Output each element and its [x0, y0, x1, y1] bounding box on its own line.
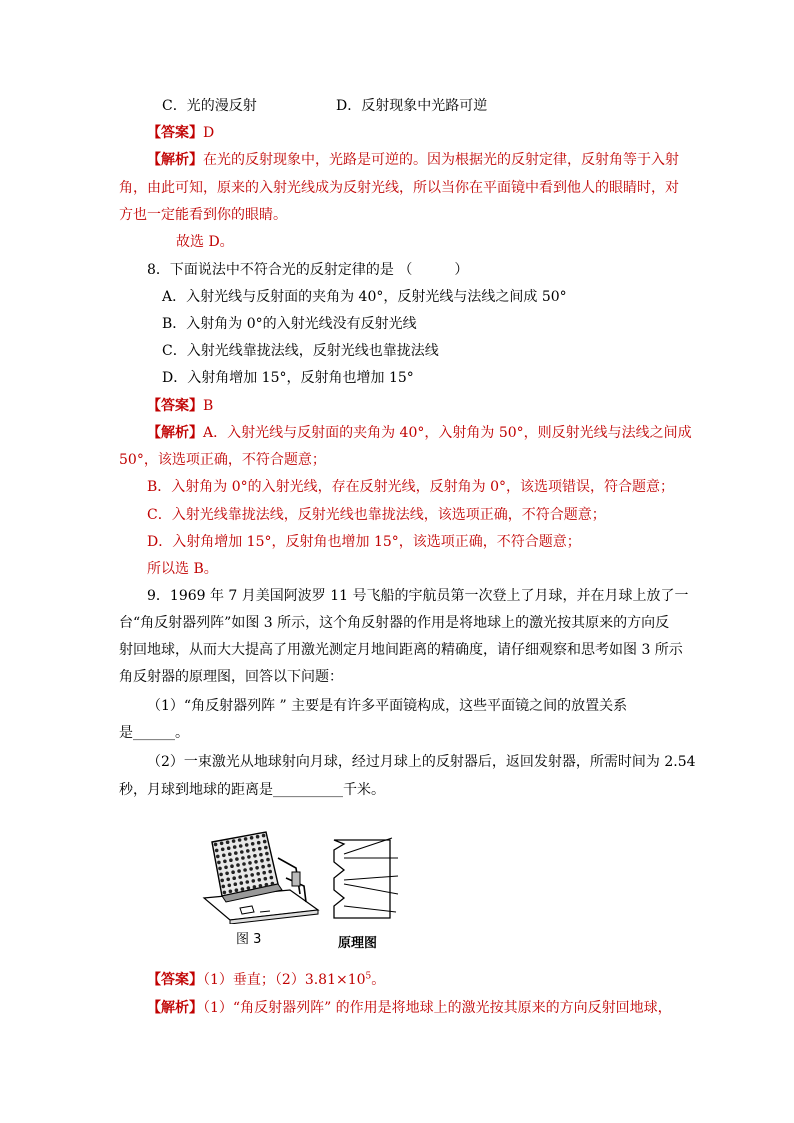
analysis-tag: 【解析】 — [147, 425, 203, 441]
q8-answer-line — [147, 396, 213, 416]
answer-tag: 【答案】 — [147, 398, 203, 414]
analysis-text: A．入射光线与反射面的夹角为 40°，入射角为 50°，则反射光线与法线之间成 — [203, 425, 692, 441]
option-d: D．反射现象中光路可逆 — [336, 98, 488, 114]
q8-analysis-line-1 — [147, 423, 692, 443]
analysis-tag: 【解析】 — [147, 152, 203, 168]
analysis-line-2: 角，由此可知，原来的入射光线成为反射光线，所以当你在平面镜中看到他人的眼睛时，对 — [119, 180, 679, 196]
q9-stem-4: 角反射器的原理图，回答以下问题： — [119, 669, 343, 685]
analysis-line-1 — [147, 150, 679, 170]
analysis-text: 在光的反射现象中，光路是可逆的。因为根据光的反射定律，反射角等于入射 — [203, 152, 679, 168]
option-c: C．光的漫反射 — [162, 98, 257, 114]
q9-sub2-a: （2）一束激光从地球射向月球，经过月球上的反射器后，返回发射器，所需时间为 2.54 — [147, 754, 696, 770]
analysis-line-3: 方也一定能看到你的眼睛。 — [119, 207, 287, 223]
q8-analysis-line-5: D．入射角增加 15°，反射角也增加 15°，该选项正确，不符合题意； — [147, 534, 581, 550]
q8-analysis-line-3: B．入射角为 0°的入射光线，存在反射光线，反射角为 0°，该选项错误，符合题意； — [147, 479, 675, 495]
q8-option-d: D．入射角增加 15°，反射角也增加 15° — [162, 370, 414, 386]
principle-drawing — [330, 836, 402, 920]
q9-sub2-b: 秒，月球到地球的距离是__________千米。 — [119, 782, 385, 798]
answer-value: B — [203, 398, 214, 414]
q9-sub1-b: 是______。 — [119, 725, 189, 741]
choose-line: 故选 D。 — [176, 234, 234, 250]
reflector-array-drawing — [200, 828, 320, 924]
answer-tag: 【答案】 — [147, 972, 203, 988]
q8-analysis-line-2: 50°，该选项正确，不符合题意； — [119, 452, 326, 468]
q8-option-b: B．入射角为 0°的入射光线没有反射光线 — [162, 316, 417, 332]
q9-sub1-a: （1）“角反射器列阵 ” 主要是有许多平面镜构成，这些平面镜之间的放置关系 — [147, 698, 628, 714]
answer-value: D — [203, 125, 215, 141]
q8-option-a: A．入射光线与反射面的夹角为 40°，反射光线与法线之间成 50° — [162, 289, 567, 305]
q8-stem: 8．下面说法中不符合光的反射定律的是 （ ） — [147, 262, 469, 278]
analysis-text: （1）“角反射器列阵” 的作用是将地球上的激光按其原来的方向反射回地球， — [203, 1000, 672, 1016]
answer-tag: 【答案】 — [147, 125, 203, 141]
q9-stem-1: 9．1969 年 7 月美国阿波罗 11 号飞船的宇航员第一次登上了月球，并在月球上放了一 — [147, 588, 689, 604]
q9-answer-line — [147, 970, 385, 990]
q9-stem-2: 台“角反射器列阵”如图 3 所示，这个角反射器的作用是将地球上的激光按其原来的方向反 — [119, 615, 670, 631]
corner-reflector-figure — [200, 828, 320, 924]
q8-choose: 所以选 B。 — [147, 561, 218, 577]
q8-option-c: C．入射光线靠拢法线，反射光线也靠拢法线 — [162, 343, 439, 359]
answer-value: （1）垂直；$(2)3.81\times 10^5$。 — [203, 971, 386, 988]
q9-analysis-line-1 — [147, 998, 672, 1018]
figure-caption-left: 图 3 — [236, 932, 262, 947]
q9-stem-3: 射回地球，从而大大提高了用激光测定月地间距离的精确度，请仔细观察和思考如图 3 所示 — [119, 642, 683, 658]
q8-analysis-line-4: C．入射光线靠拢法线，反射光线也靠拢法线，该选项正确，不符合题意； — [147, 507, 606, 523]
analysis-tag: 【解析】 — [147, 1000, 203, 1016]
principle-diagram — [330, 836, 402, 920]
answer-line — [147, 123, 214, 143]
figure-caption-right: 原理图 — [338, 936, 378, 951]
